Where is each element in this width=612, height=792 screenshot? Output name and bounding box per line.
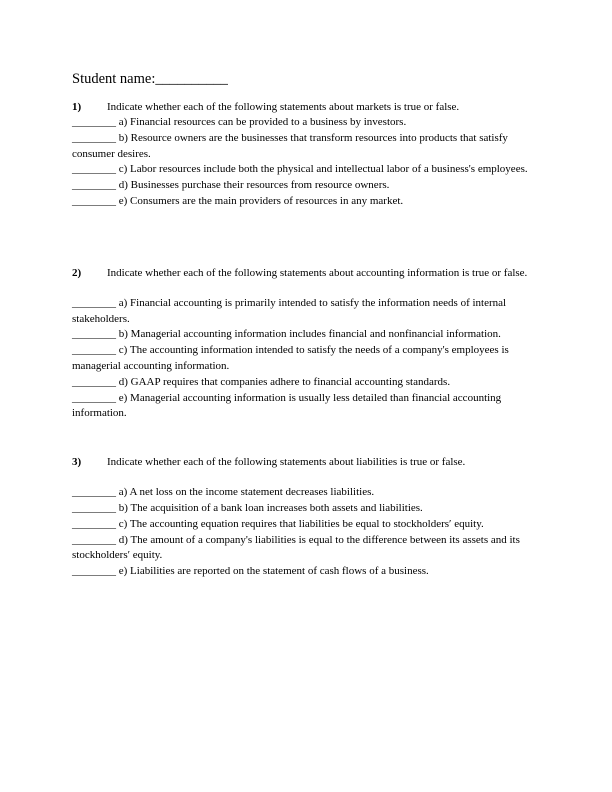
question-number: 3)	[72, 456, 82, 469]
statement-list	[72, 296, 544, 422]
question-header	[72, 99, 544, 115]
statement-item-c: ________ c) Labor resources include both the physical and intellectual labor of a business's employees.	[72, 163, 528, 176]
statement-item-b: ________ b) The acquisition of a bank loan increases both assets and liabilities.	[72, 501, 423, 514]
statement-item-d: ________ d) GAAP requires that companies adhere to financial accounting standards.	[72, 375, 451, 388]
worksheet-page	[72, 70, 544, 580]
statement-item-b: ________ b) Resource owners are the businesses that transform resources into products that satisfy consumer desires.	[72, 131, 508, 160]
statement-item-a: ________ a) A net loss on the income statement decreases liabilities.	[72, 486, 375, 499]
question-header	[72, 454, 544, 470]
question-header	[72, 265, 544, 281]
question-2	[72, 265, 544, 422]
statement-item-a: ________ a) Financial accounting is primarily intended to satisfy the information needs of internal stakeholders.	[72, 296, 507, 325]
question-prompt: Indicate whether each of the following statements about markets is true or false.	[107, 101, 460, 113]
question-number: 2)	[72, 266, 82, 279]
student-name-label: Student name:__________	[72, 71, 228, 87]
statement-list	[72, 485, 544, 580]
statement-item-d: ________ d) Businesses purchase their resources from resource owners.	[72, 179, 390, 192]
question-prompt: Indicate whether each of the following statements about accounting information is true or false.	[107, 266, 528, 279]
statement-item-e: ________ e) Consumers are the main providers of resources in any market.	[72, 194, 404, 207]
statement-item-e: ________ e) Liabilities are reported on the statement of cash flows of a business.	[72, 565, 429, 578]
statement-list	[72, 115, 544, 210]
statement-item-e: ________ e) Managerial accounting information is usually less detailed than financial accounting information.	[72, 391, 502, 420]
question-prompt: Indicate whether each of the following statements about liabilities is true or false.	[107, 456, 466, 469]
statement-item-c: ________ c) The accounting equation requires that liabilities be equal to stockholders′ equity.	[72, 517, 484, 530]
statement-item-b: ________ b) Managerial accounting information includes financial and nonfinancial information.	[72, 328, 501, 341]
statement-item-a: ________ a) Financial resources can be provided to a business by investors.	[72, 116, 407, 128]
statement-item-c: ________ c) The accounting information intended to satisfy the needs of a company's employees is managerial accounting information.	[72, 344, 509, 372]
statement-item-d: ________ d) The amount of a company's liabilities is equal to the difference between its assets and its stockholders′ equity.	[72, 533, 520, 562]
question-3	[72, 454, 544, 580]
question-number: 1)	[72, 101, 82, 113]
question-1	[72, 99, 544, 210]
